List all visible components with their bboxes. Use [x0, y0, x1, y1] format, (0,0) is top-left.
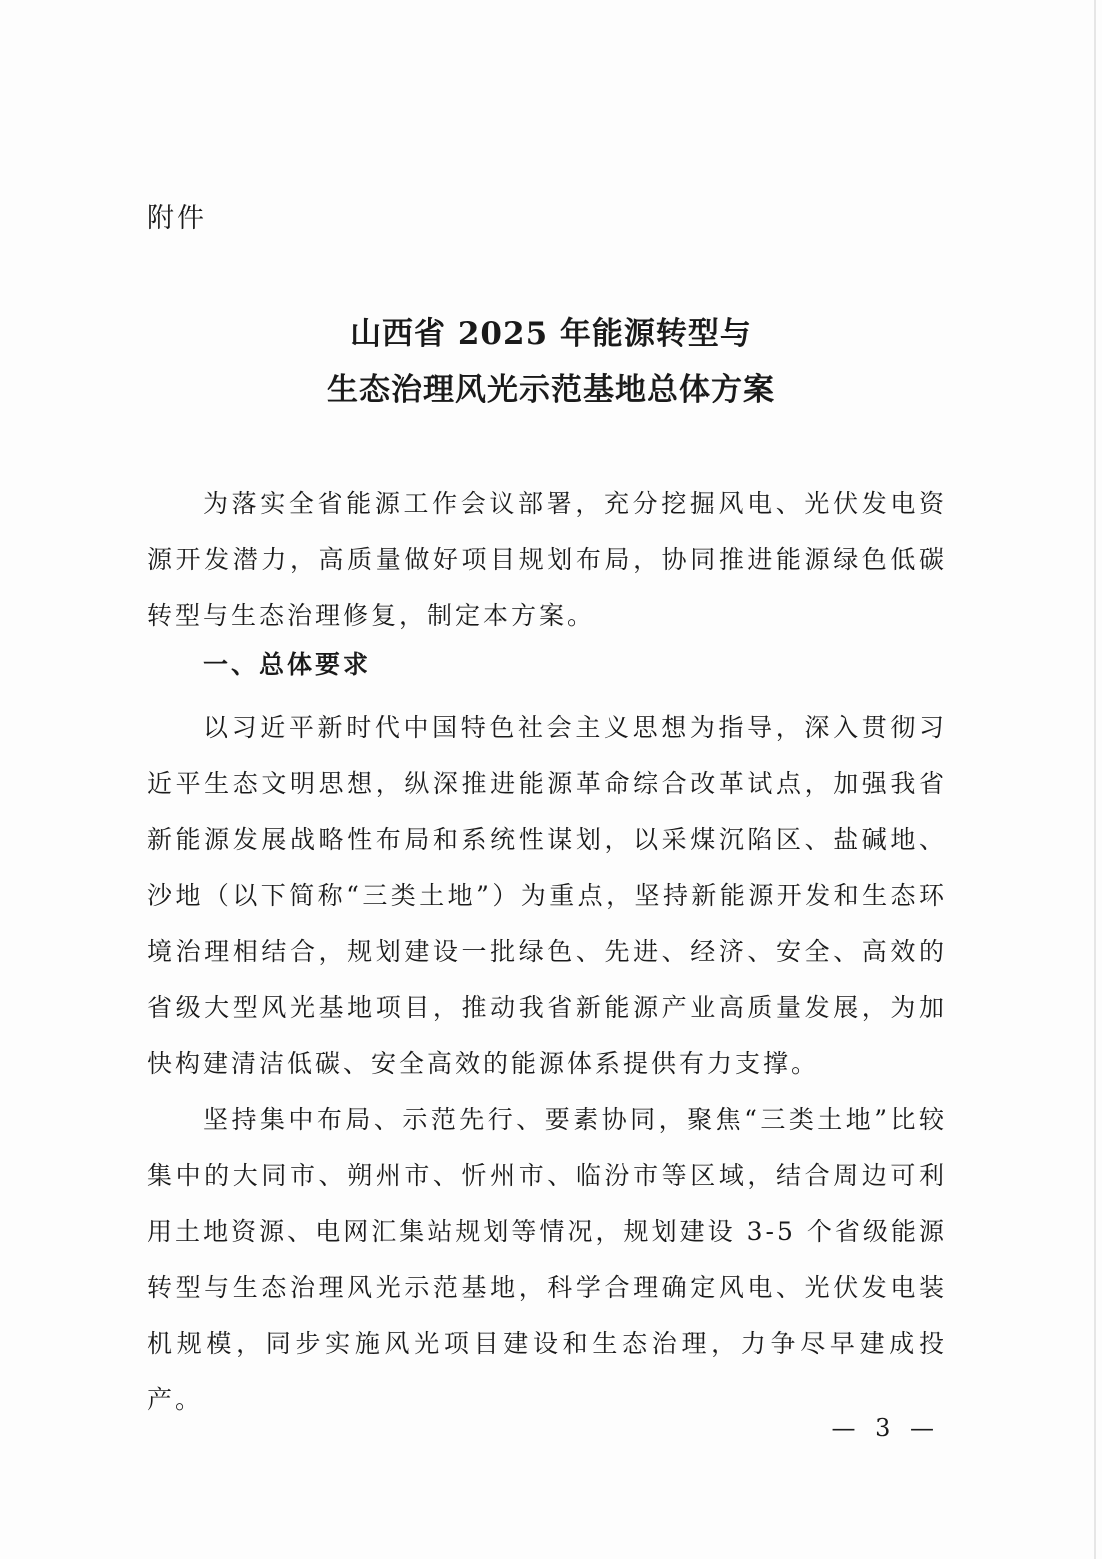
section1-paragraph-2: 坚持集中布局、示范先行、要素协同，聚焦“三类土地”比较集中的大同市、朔州市、忻州市、临汾市等区域，结合周边可利用土地资源、电网汇集站规划等情况，规划建设 3-5 个省级能源转型与生态治理风光示范基地，科学合理确定风电、光伏发电装机规模，同步实施风光项目建设和生态治理，力争尽早建成投产。 [147, 1105, 947, 1414]
attachment-label: 附件 [147, 203, 207, 234]
document-title-line-2: 生态治理风光示范基地总体方案 [327, 372, 775, 408]
section-heading-general-requirements: 一、总体要求 [203, 650, 372, 679]
page-edge-shadow [1094, 0, 1096, 1559]
section1-paragraph-1: 以习近平新时代中国特色社会主义思想为指导，深入贯彻习近平生态文明思想，纵深推进能源革命综合改革试点，加强我省新能源发展战略性布局和系统性谋划，以采煤沉陷区、盐碱地、沙地（以下简称“三类土地”）为重点，坚持新能源开发和生态环境治理相结合，规划建设一批绿色、先进、经济、安全、高效的省级大型风光基地项目，推动我省新能源产业高质量发展，为加快构建清洁低碳、安全高效的能源体系提供有力支撑。 [147, 713, 947, 1078]
section1-paragraph-block-1 [147, 700, 947, 1092]
section1-paragraph-block-2 [147, 1092, 947, 1428]
document-title-line-1: 山西省 2025 年能源转型与 [350, 316, 752, 352]
page-number: — 3 — [831, 1414, 940, 1442]
intro-paragraph-block [147, 476, 947, 644]
intro-paragraph: 为落实全省能源工作会议部署，充分挖掘风电、光伏发电资源开发潜力，高质量做好项目规划布局，协同推进能源绿色低碳转型与生态治理修复，制定本方案。 [147, 489, 947, 630]
